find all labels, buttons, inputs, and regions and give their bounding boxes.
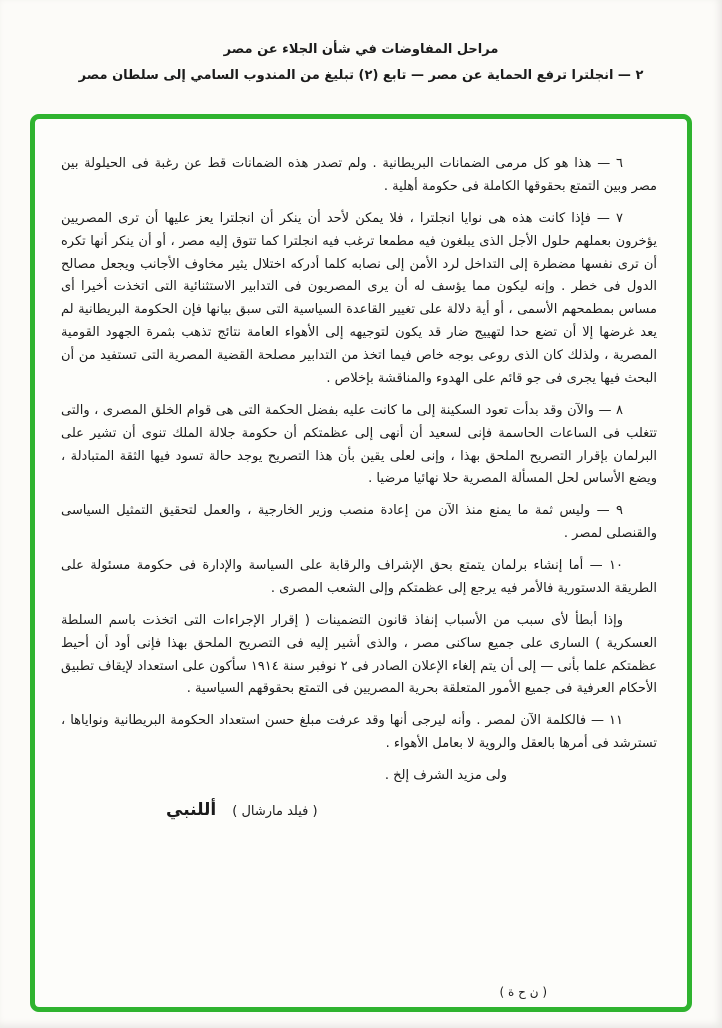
paragraph-11: ١١ — فالكلمة الآن لمصر . وأنه ليرجى أنها وقد عرفت مبلغ حسن استعداد الحكومة البريطانية ونواياها ، تسترشد فى أمرها بالعقل والروية لا بعامل الأهواء .	[61, 713, 657, 752]
paragraph-10: ١٠ — أما إنشاء برلمان يتمتع بحق الإشراف والرقابة على السياسة والإدارة فى حكومة مسئولة على الطريقة الدستورية فالأمر فيه يرجع إلى عظمتكم وإلى الشعب المصرى .	[61, 558, 657, 596]
paragraph-6: ٦ — هذا هو كل مرمى الضمانات البريطانية . ولم تصدر هذه الضمانات قط عن رغبة فى الحيلولة بين مصر وبين التمتع بحقوقها الكاملة فى حكومة أهلية .	[61, 156, 657, 194]
paragraph-7: ٧ — فإذا كانت هذه هى نوايا انجلترا ، فلا يمكن لأحد أن ينكر أن انجلترا يعز عليها أن ترى المصريين يؤخرون بعملهم حلول الأجل الذى يبلغون فيه مطمعا ترغب فيه انجلترا كما تتوق إليه مصر ، أو أن ينكر أنها تكره أن ترى نفسها مضطرة إلى التداخل لرد الأمن إلى نصابه كلما أدركه اختلال يثير مخاوف الأجانب ويجعل مصالح الدول فى خطر . وإنه ليكون مما يؤسف له أن يرى المصريون فى التدابير الاستثنائية التى اتخذت أخيرا أى مساس بمطمحهم الأسمى ، أو أية دلالة على تغيير القاعدة السياسية التى سبق بيانها فإن الحكومة البريطانية لم يعد غرضها إلا أن تضع حدا لتهييج ضار قد يكون لتوجيهه إلى الأهواء العامة نتائج تذهب بثمرة الجهود القومية المصرية ، ولذلك كان الذى روعى بوجه خاص فيما اتخذ من التدابير مصلحة القضية المصرية التى تستفيد من أن البحث فيها يجرى فى جو قائم على الهدوء والمناقشة بإخلاص .	[61, 210, 657, 386]
paragraph-9: ٩ — وليس ثمة ما يمنع منذ الآن من إعادة منصب وزير الخارجية ، والعمل لتحقيق التمثيل السياسى والقنصلى لمصر .	[61, 503, 657, 542]
signature-name: أللنبي	[166, 799, 217, 820]
highlight-border-box	[30, 114, 692, 1012]
page-catchword: ( ن ح ة )	[499, 985, 547, 999]
closing-formula: ولى مزيد الشرف إلخ .	[384, 768, 507, 783]
page-header	[0, 42, 722, 83]
document-title: مراحل المفاوضات في شأن الجلاء عن مصر	[223, 42, 499, 57]
paragraph-indemnity: وإذا أبطأ لأى سبب من الأسباب إنفاذ قانون التضمينات ( إقرار الإجراءات التى اتخذت باسم السلطة العسكرية ) السارى على جميع ساكنى مصر ، والذى أشير إليه فى التصريح الملحق بهذا فإنى أود أن أحيط عظمتكم علما بأنى — إلى أن يتم إلغاء الإعلان الصادر فى ٢ نوفبر سنة ١٩١٤ سأكون على استعداد لإيقاف تطبيق الأحكام العرفية فى جميع الأمور المتعلقة بحرية المصريين فى التمتع بحقوقهم السياسية .	[61, 612, 657, 697]
document-subtitle: ٢ — انجلترا ترفع الحماية عن مصر — تابع (٢) تبليغ من المندوب السامي إلى سلطان مصر	[78, 68, 644, 83]
signature-title: ( فيلد مارشال )	[232, 803, 318, 819]
paragraph-8: ٨ — والآن وقد بدأت تعود السكينة إلى ما كانت عليه بفضل الحكمة التى هى قوام الخلق المصرى ، والتى تتغلب فى الساعات الحاسمة فإنى لسعيد أن أنهى إلى عظمتكم أن حكومة جلالة الملك تنوى أن تشير على البرلمان بإقرار التصريح الملحق بهذا ، وإنى لعلى يقين بأن هذا التصريح يوجد حالة تسود فيها الثقة المتبادلة ، ويضع الأساس لحل المسألة المصرية حلا نهائيا مرضيا .	[61, 402, 657, 487]
signature-block	[166, 796, 657, 826]
document-body	[35, 119, 687, 1007]
